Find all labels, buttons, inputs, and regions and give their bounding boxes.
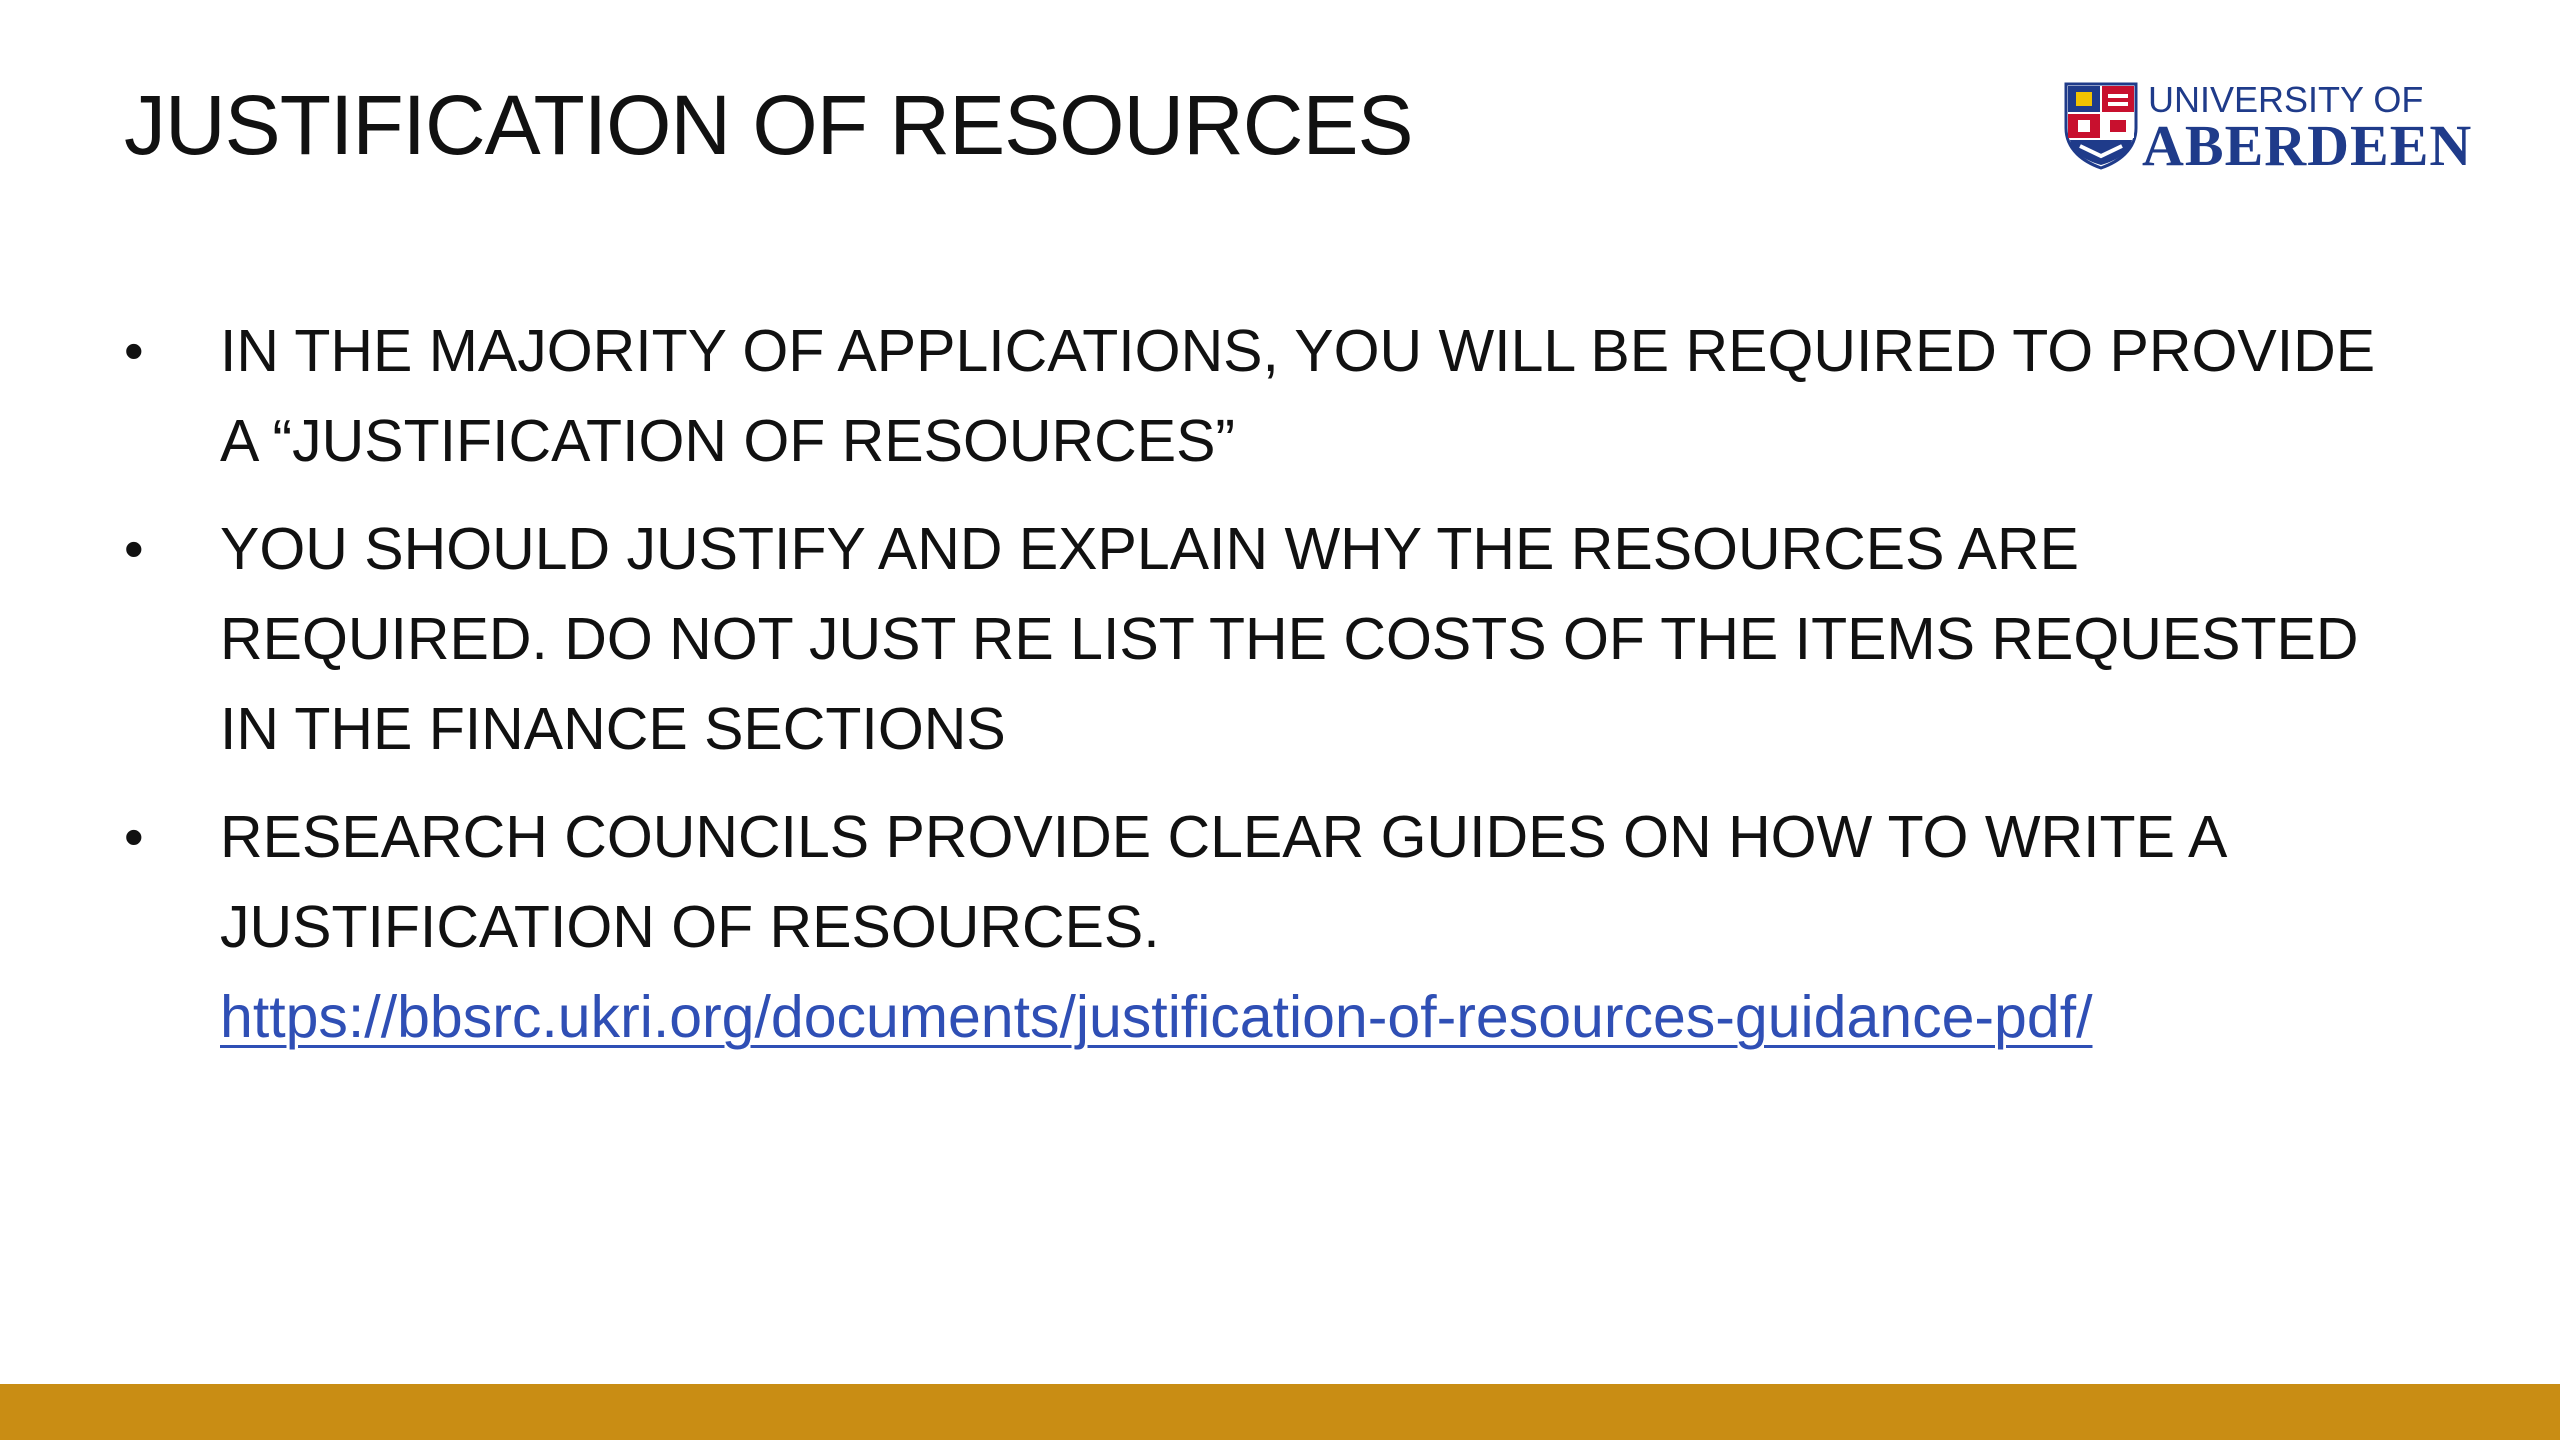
logo-text-aberdeen: ABERDEEN	[2142, 113, 2473, 178]
bullet-item	[124, 306, 2404, 486]
bullet-item	[124, 792, 2404, 1062]
slide-title: JUSTIFICATION OF RESOURCES	[124, 78, 1413, 172]
bullet-icon: •	[124, 319, 144, 382]
bullet-text: IN THE MAJORITY OF APPLICATIONS, YOU WILL BE REQUIRED TO PROVIDE A “JUSTIFICATION OF RESOURCES”	[220, 318, 2376, 474]
university-logo	[2064, 79, 2473, 178]
guidance-link[interactable]: https://bbsrc.ukri.org/documents/justification-of-resources-guidance-pdf/	[220, 984, 2093, 1050]
bullet-icon: •	[124, 517, 144, 580]
bullet-text: RESEARCH COUNCILS PROVIDE CLEAR GUIDES ON HOW TO WRITE A JUSTIFICATION OF RESOURCES.	[220, 804, 2225, 960]
bullet-item	[124, 504, 2404, 774]
bullet-icon: •	[124, 805, 144, 868]
bullet-list	[124, 306, 2404, 1080]
crest-icon	[2064, 82, 2138, 170]
footer-bar	[0, 1384, 2560, 1440]
logo-text-university: UNIVERSITY OF	[2148, 79, 2424, 120]
bullet-text: YOU SHOULD JUSTIFY AND EXPLAIN WHY THE RESOURCES ARE REQUIRED. DO NOT JUST RE LIST THE COSTS OF THE ITEMS REQUESTED IN THE FINANCE SECTIONS	[220, 516, 2359, 762]
